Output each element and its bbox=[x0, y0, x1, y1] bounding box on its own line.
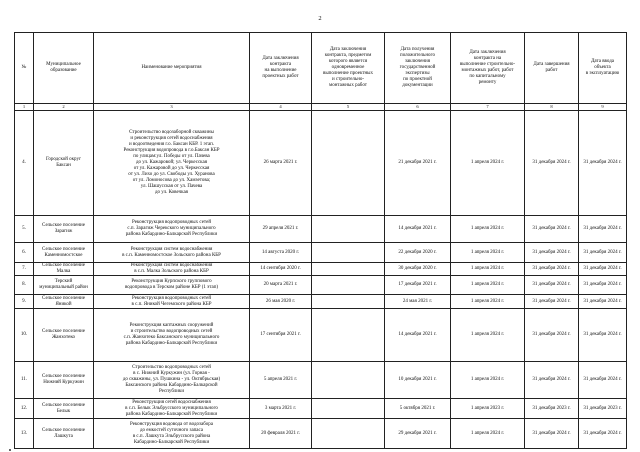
completion-cell: 31 декабря 2024 г. bbox=[525, 243, 579, 263]
expertise-cell: 21 декабря 2021 г. bbox=[385, 111, 451, 216]
expertise-cell: 14 декабря 2021 г. bbox=[385, 216, 451, 243]
measure-cell: Реконструкция Курпского группового водопровода в Терском районе КБР (1 этап) bbox=[94, 276, 250, 295]
commissioning-cell: 31 декабря 2024 г. bbox=[579, 276, 627, 295]
municipality-cell: Сельское поселение Белык bbox=[34, 399, 94, 419]
design-contract-cell: 14 августа 2020 г. bbox=[250, 243, 312, 263]
table-row bbox=[15, 216, 627, 243]
municipality-cell: Городской округ Баксан bbox=[34, 111, 94, 216]
construction-contract-cell: 1 апреля 2024 г. bbox=[451, 419, 525, 449]
row-number: 8. bbox=[15, 276, 34, 295]
header-expertise: Дата получения положительного заключения государственной экспертизы по проектной документации bbox=[385, 33, 451, 104]
commissioning-cell: 31 декабря 2024 г. bbox=[579, 295, 627, 309]
combined-contract-cell bbox=[312, 263, 385, 276]
construction-contract-cell: 1 апреля 2023 г. bbox=[451, 399, 525, 419]
commissioning-cell: 31 декабря 2024 г. bbox=[579, 263, 627, 276]
row-number: 5. bbox=[15, 216, 34, 243]
combined-contract-cell bbox=[312, 216, 385, 243]
expertise-cell: 17 декабря 2021 г. bbox=[385, 276, 451, 295]
municipality-cell: Сельское поселение Жанхотеко bbox=[34, 309, 94, 362]
combined-contract-cell bbox=[312, 276, 385, 295]
design-contract-cell: 29 апреля 2021 г. bbox=[250, 216, 312, 243]
municipality-cell: Терский муниципальный район bbox=[34, 276, 94, 295]
measure-cell: Реконструкция каптажных сооружений и строительство водопроводных сетей с.п. Жанхотеко Баксанского муниципального района Кабардино-Балкарской Республики bbox=[94, 309, 250, 362]
commissioning-cell: 31 декабря 2024 г. bbox=[579, 111, 627, 216]
header-design-contract: Дата заключения контракта на выполнение проектных работ bbox=[250, 33, 312, 104]
design-contract-cell: 20 марта 2021 г. bbox=[250, 276, 312, 295]
commissioning-cell: 31 декабря 2024 г. bbox=[579, 362, 627, 399]
completion-cell: 31 декабря 2024 г. bbox=[525, 362, 579, 399]
table-row bbox=[15, 263, 627, 276]
header-commissioning: Дата ввода объекта в эксплуатацию bbox=[579, 33, 627, 104]
column-number: 9 bbox=[579, 104, 627, 111]
completion-cell: 31 декабря 2024 г. bbox=[525, 111, 579, 216]
expertise-cell: 10 декабря 2021 г. bbox=[385, 362, 451, 399]
completion-cell: 31 декабря 2024 г. bbox=[525, 309, 579, 362]
commissioning-cell: 31 декабря 2024 г. bbox=[579, 419, 627, 449]
header-number: № bbox=[15, 33, 34, 104]
municipality-cell: Сельское поселение Нижний Куркужин bbox=[34, 362, 94, 399]
construction-contract-cell: 1 апреля 2024 г. bbox=[451, 276, 525, 295]
expertise-cell: 24 мая 2021 г. bbox=[385, 295, 451, 309]
row-number: 9. bbox=[15, 295, 34, 309]
header-combined-contract: Дата заключения контракта, предметом которого является одновременное выполнение проектных и строительно- монтажных работ bbox=[312, 33, 385, 104]
header-measure: Наименование мероприятия bbox=[94, 33, 250, 104]
row-number: 6. bbox=[15, 243, 34, 263]
expertise-cell: 29 декабря 2021 г. bbox=[385, 419, 451, 449]
measure-cell: Реконструкция водопроводных сетей с.п. Зарагиж Черекского муниципального района Кабардино-Балкарской Республики bbox=[94, 216, 250, 243]
column-number: 6 bbox=[385, 104, 451, 111]
column-number: 2 bbox=[34, 104, 94, 111]
header-municipality: Муниципальное образование bbox=[34, 33, 94, 104]
measure-cell: Строительство водопроводных сетей в с. Нижний Куркужин (ул. Горная - до скважины, ул. Пушкина - ул. Октябрьская) Баксанского района Кабардино-Балкарской Республики bbox=[94, 362, 250, 399]
municipality-cell: Сельское поселение Малка bbox=[34, 263, 94, 276]
table-row bbox=[15, 399, 627, 419]
design-contract-cell: 17 сентября 2021 г. bbox=[250, 309, 312, 362]
combined-contract-cell bbox=[312, 399, 385, 419]
measure-cell: Реконструкция водопроводных сетей в с.п. Яникой Чегемского района КБР bbox=[94, 295, 250, 309]
design-contract-cell: 14 сентября 2020 г. bbox=[250, 263, 312, 276]
municipality-cell: Сельское поселение Яникой bbox=[34, 295, 94, 309]
row-number: 7. bbox=[15, 263, 34, 276]
combined-contract-cell bbox=[312, 309, 385, 362]
commissioning-cell: 31 декабря 2024 г. bbox=[579, 216, 627, 243]
table-row bbox=[15, 309, 627, 362]
completion-cell: 31 декабря 2024 г. bbox=[525, 263, 579, 276]
municipality-cell: Сельское поселение Каменномостское bbox=[34, 243, 94, 263]
table-row bbox=[15, 111, 627, 216]
construction-contract-cell: 1 апреля 2024 г. bbox=[451, 111, 525, 216]
design-contract-cell: 26 мая 2020 г. bbox=[250, 295, 312, 309]
expertise-cell: 30 декабря 2020 г. bbox=[385, 263, 451, 276]
completion-cell: 31 декабря 2024 г. bbox=[525, 276, 579, 295]
column-numbers-row bbox=[15, 104, 627, 111]
commissioning-cell: 31 декабря 2024 г. bbox=[579, 309, 627, 362]
expertise-cell: 22 декабря 2020 г. bbox=[385, 243, 451, 263]
combined-contract-cell bbox=[312, 362, 385, 399]
table-row bbox=[15, 276, 627, 295]
column-number: 5 bbox=[312, 104, 385, 111]
expertise-cell: 5 октября 2021 г. bbox=[385, 399, 451, 419]
municipality-cell: Сельское поселение Лашкута bbox=[34, 419, 94, 449]
header-construction-contract: Дата заключения контракта на выполнение строительно- монтажных работ, работ по капитальному ремонту bbox=[451, 33, 525, 104]
construction-contract-cell: 1 апреля 2024 г. bbox=[451, 243, 525, 263]
column-number: 7 bbox=[451, 104, 525, 111]
municipality-cell: Сельское поселение Зарагиж bbox=[34, 216, 94, 243]
combined-contract-cell bbox=[312, 111, 385, 216]
combined-contract-cell bbox=[312, 419, 385, 449]
column-number: 8 bbox=[525, 104, 579, 111]
header-completion: Дата завершения работ bbox=[525, 33, 579, 104]
header-row bbox=[15, 33, 627, 104]
design-contract-cell: 5 апреля 2021 г. bbox=[250, 362, 312, 399]
design-contract-cell: 3 марта 2021 г. bbox=[250, 399, 312, 419]
completion-cell: 31 декабря 2024 г. bbox=[525, 216, 579, 243]
combined-contract-cell bbox=[312, 243, 385, 263]
page-number: 2 bbox=[318, 15, 322, 22]
construction-contract-cell: 1 апреля 2024 г. bbox=[451, 309, 525, 362]
row-number: 12. bbox=[15, 399, 34, 419]
measure-cell: Реконструкция систем водоснабжения в с.п. Малка Зольского района КБР bbox=[94, 263, 250, 276]
design-contract-cell: 20 февраля 2021 г. bbox=[250, 419, 312, 449]
completion-cell: 31 декабря 2024 г. bbox=[525, 295, 579, 309]
column-number: 4 bbox=[250, 104, 312, 111]
table-row bbox=[15, 243, 627, 263]
column-number: 3 bbox=[94, 104, 250, 111]
completion-cell: 31 декабря 2024 г. bbox=[525, 419, 579, 449]
measure-cell: Реконструкция систем водоснабжения в с.п. Каменномостское Зольского района КБР bbox=[94, 243, 250, 263]
table-row bbox=[15, 419, 627, 449]
expertise-cell: 14 декабря 2021 г. bbox=[385, 309, 451, 362]
commissioning-cell: 31 декабря 2023 г. bbox=[579, 399, 627, 419]
construction-contract-cell: 1 апреля 2024 г. bbox=[451, 263, 525, 276]
measures-table bbox=[14, 32, 627, 449]
construction-contract-cell: 1 апреля 2024 г. bbox=[451, 295, 525, 309]
construction-contract-cell: 1 апреля 2024 г. bbox=[451, 362, 525, 399]
table-row bbox=[15, 295, 627, 309]
row-number: 11. bbox=[15, 362, 34, 399]
row-number: 4. bbox=[15, 111, 34, 216]
completion-cell: 31 декабря 2023 г. bbox=[525, 399, 579, 419]
column-number: 1 bbox=[15, 104, 34, 111]
row-number: 13. bbox=[15, 419, 34, 449]
row-number: 10. bbox=[15, 309, 34, 362]
measure-cell: Реконструкция водовода от водозабора до емкостей суточного запаса в с.п. Лашкута Эльбрусского района Кабардино-Балкарской Республики bbox=[94, 419, 250, 449]
commissioning-cell: 31 декабря 2024 г. bbox=[579, 243, 627, 263]
design-contract-cell: 26 марта 2021 г. bbox=[250, 111, 312, 216]
combined-contract-cell bbox=[312, 295, 385, 309]
table-row bbox=[15, 362, 627, 399]
construction-contract-cell: 1 апреля 2024 г. bbox=[451, 216, 525, 243]
measure-cell: Реконструкция сетей водоснабжения в с.п. Белык Эльбрусского муниципального района Кабардино-Балкарской Республики bbox=[94, 399, 250, 419]
measure-cell: Строительство водозаборной скважины и реконструкция сетей водоснабжения и водоотведения г.о. Баксан КБР. 1 этап. Реконструкция водопровода в г.о.Баксан КБР по улицам:ул. Победы от ул. Пачева до ул. Кажаровой; ул. Черкесская от ул. Кажаровой до ул. Черкесская от ул. Лихо до ул. Свободы ул. Хуранова от ул. Ломоносова до ул. Хамзетова; ул. Шашусская от ул. Пачева до ул. Ковечкая bbox=[94, 111, 250, 216]
scan-mark bbox=[9, 449, 11, 451]
